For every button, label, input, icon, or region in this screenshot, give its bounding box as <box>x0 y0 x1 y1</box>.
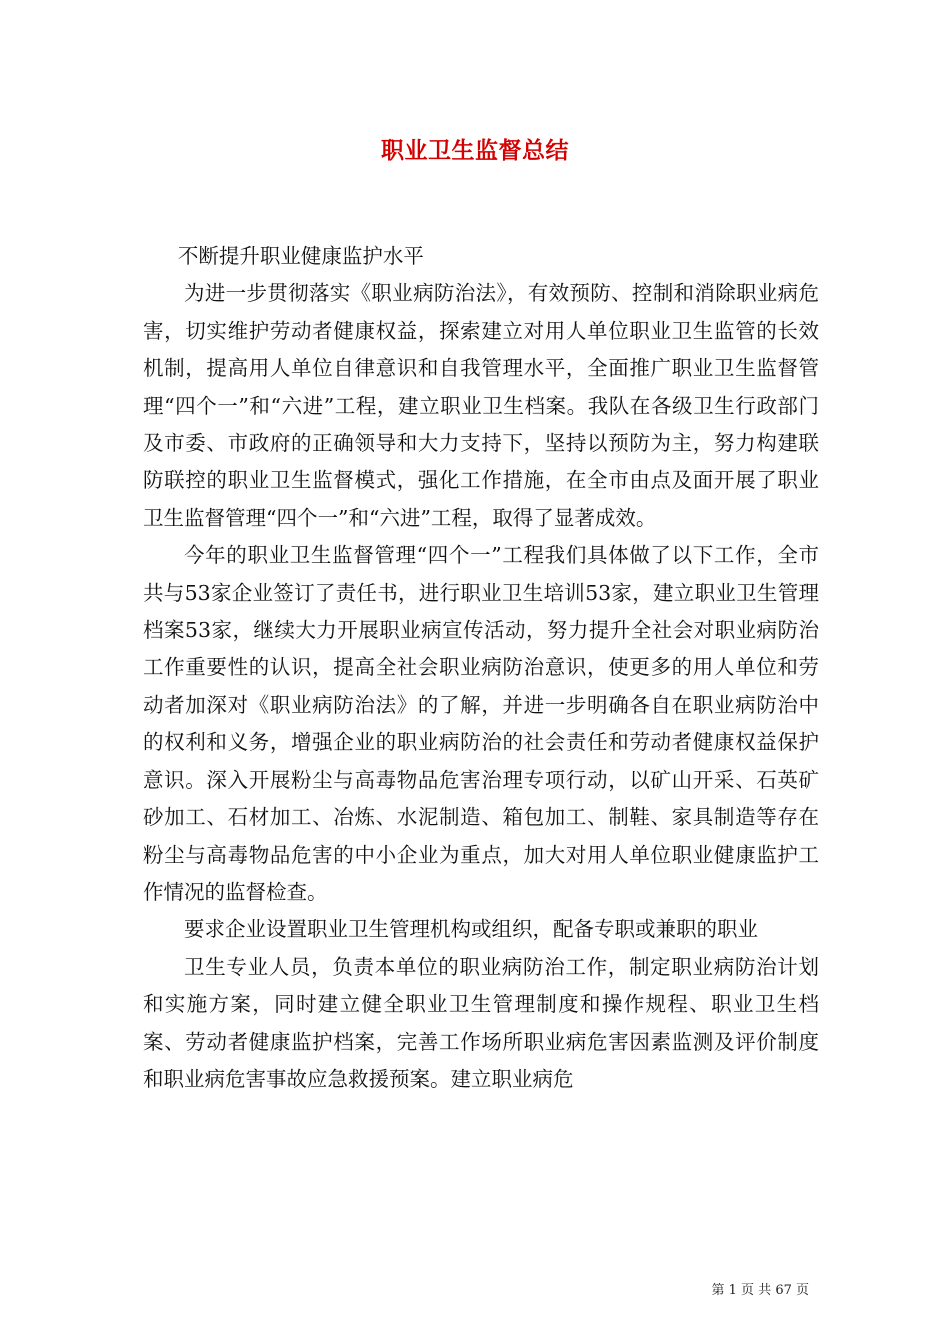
paragraph: 今年的职业卫生监督管理“四个一”工程我们具体做了以下工作，全市共与53家企业签订了责任书，进行职业卫生培训53家，建立职业卫生管理档案53家，继续大力开展职业病宣传活动，努力提升全社会对职业病防治工作重要性的认识，提高全社会职业病防治意识，使更多的用人单位和劳动者加深对《职业病防治法》的了解，并进一步明确各自在职业病防治中的权利和义务，增强企业的职业病防治的社会责任和劳动者健康权益保护意识。深入开展粉尘与高毒物品危害治理专项行动，以矿山开采、石英矿砂加工、石材加工、冶炼、水泥制造、箱包加工、制鞋、家具制造等存在粉尘与高毒物品危害的中小企业为重点，加大对用人单位职业健康监护工作情况的监督检查。 <box>143 543 819 904</box>
document-body <box>143 238 819 1098</box>
page-number: 第 1 页 共 67 页 <box>711 1283 809 1298</box>
paragraph: 卫生专业人员，负责本单位的职业病防治工作，制定职业病防治计划和实施方案，同时建立健全职业卫生管理制度和操作规程、职业卫生档案、劳动者健康监护档案，完善工作场所职业病危害因素监测及评价制度和职业病危害事故应急救援预案。建立职业病危 <box>143 954 819 1091</box>
paragraph: 为进一步贯彻落实《职业病防治法》，有效预防、控制和消除职业病危害，切实维护劳动者健康权益，探索建立对用人单位职业卫生监管的长效机制，提高用人单位自律意识和自我管理水平，全面推广职业卫生监督管理“四个一”和“六进”工程，建立职业卫生档案。我队在各级卫生行政部门及市委、市政府的正确领导和大力支持下，坚持以预防为主，努力构建联防联控的职业卫生监督模式，强化工作措施，在全市由点及面开展了职业卫生监督管理“四个一”和“六进”工程，取得了显著成效。 <box>143 281 819 530</box>
document-title: 职业卫生监督总结 <box>381 137 569 164</box>
paragraph-heading: 不断提升职业健康监护水平 <box>177 244 424 268</box>
paragraph: 要求企业设置职业卫生管理机构或组织，配备专职或兼职的职业 <box>184 917 758 942</box>
